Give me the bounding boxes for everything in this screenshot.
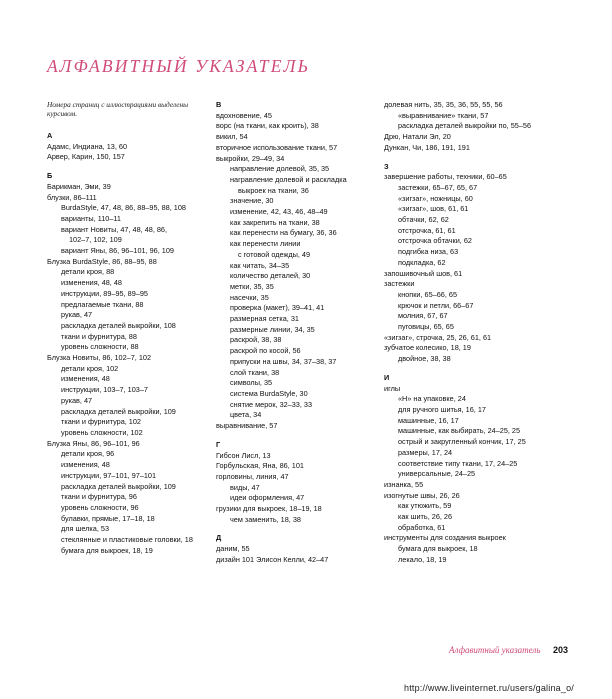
index-entry: значение, 30 (230, 196, 274, 206)
section-gap (384, 154, 564, 162)
index-entry: обработка, 61 (398, 522, 446, 532)
footer-title: Алфавитный указатель (449, 645, 541, 655)
index-entry: припуски на швы, 34, 37–38, 37 (230, 356, 337, 366)
index-entry: двойное, 38, 38 (398, 354, 451, 364)
index-entry: Блузка Яны, 86, 96–101, 96 (47, 438, 140, 448)
index-letter-heading: З (384, 161, 389, 171)
index-entry: выравнивание, 57 (216, 421, 278, 431)
index-entry: детали кроя, 96 (61, 449, 115, 459)
index-entry: викил, 54 (216, 132, 248, 142)
index-entry: вариант Яны, 86, 96–101, 96, 109 (61, 246, 174, 256)
index-entry: подгибка низа, 63 (398, 247, 459, 257)
index-entry: предлагаемые ткани, 88 (61, 299, 144, 309)
index-entry: символы, 35 (230, 378, 273, 388)
index-entry: запошивочный шов, 61 (384, 268, 463, 278)
source-url: http://www.liveinternet.ru/users/galina_o/ (404, 683, 574, 693)
index-entry: вдохновение, 45 (216, 110, 272, 120)
index-column-1 (47, 100, 199, 556)
index-entry: универсальные, 24–25 (398, 469, 476, 479)
index-entry: размерная сетка, 31 (230, 314, 299, 324)
section-gap (384, 365, 564, 373)
index-entry: Адамс, Индиана, 13, 60 (47, 141, 127, 151)
index-entry: виды, 47 (230, 482, 260, 492)
index-entry: детали кроя, 102 (61, 363, 119, 373)
index-entry: уровень сложности, 96 (61, 502, 139, 512)
section-gap (216, 525, 370, 533)
index-entry: чем заменить, 18, 38 (230, 514, 301, 524)
index-entry: Дункан, Чи, 186, 191, 191 (384, 142, 470, 152)
index-entry: изменения, 48 (61, 374, 110, 384)
index-entry: ткани и фурнитура, 88 (61, 331, 137, 341)
index-entry: даним, 55 (216, 544, 250, 554)
index-entry: уровень сложности, 102 (61, 427, 143, 437)
index-entry: награвление долевой и раскладка (230, 174, 347, 184)
index-entry: ткани и фурнитура, 102 (61, 417, 141, 427)
index-entry: Блузка BurdaStyle, 86, 88–95, 88 (47, 256, 157, 266)
index-entry: раскладка деталей выкройки, 108 (61, 320, 176, 330)
index-entry: Барикман, Эми, 39 (47, 181, 111, 191)
index-entry: отстрочка обтачки, 62 (398, 236, 472, 246)
index-entry: завершение работы, техники, 60–65 (384, 172, 507, 182)
index-letter-heading: Д (216, 533, 222, 543)
index-entry: машинные, 16, 17 (398, 415, 459, 425)
index-entry: изнанка, 55 (384, 479, 424, 489)
index-entry: Дрю, Натали Эл, 20 (384, 132, 451, 142)
index-entry: соответствие типу ткани, 17, 24–25 (398, 458, 518, 468)
index-entry: стеклянные и пластиковые головки, 18 (61, 535, 193, 545)
index-entry: количество деталей, 30 (230, 271, 311, 281)
index-entry: Горбульская, Яна, 86, 101 (216, 461, 304, 471)
section-gap (216, 432, 370, 440)
index-column-3 (384, 100, 564, 566)
index-entry: детали кроя, 88 (61, 267, 115, 277)
index-entry: инструкции, 103–7, 103–7 (61, 385, 148, 395)
index-entry: молния, 67, 67 (398, 311, 448, 321)
index-entry: изменения, 48 (61, 460, 110, 470)
index-entry: «выравнивание» ткани, 57 (398, 110, 489, 120)
index-entry: инструменты для создания выкроек (384, 533, 506, 543)
index-entry: раскрой, 38, 38 (230, 335, 282, 345)
index-note: Номера страниц с иллюстрациями выделены курсивом. (47, 100, 189, 118)
index-entry: раскрой по косой, 56 (230, 346, 301, 356)
index-entry: выкройки, 29–49, 34 (216, 153, 285, 163)
index-entry: бумага для выкроек, 18 (398, 544, 478, 554)
index-letter-heading: Б (47, 171, 53, 181)
index-entry: BurdaStyle, 47, 48, 86, 88–95, 88, 108 (61, 203, 186, 213)
index-entry: обтачки, 62, 62 (398, 215, 449, 225)
index-entry: метки, 35, 35 (230, 281, 274, 291)
index-entry: долевая нить, 35, 35, 36, 55, 55, 56 (384, 100, 503, 109)
index-letter-heading: В (216, 100, 222, 109)
index-entry: размеры, 17, 24 (398, 447, 453, 457)
section-gap (47, 163, 199, 171)
index-entry: цвета, 34 (230, 410, 262, 420)
index-letter-heading: И (384, 372, 390, 382)
index-entry: подкладка, 62 (398, 257, 446, 267)
index-entry: лекало, 18, 19 (398, 554, 447, 564)
index-entry: крючок и петли, 66–67 (398, 300, 474, 310)
index-entry: Гибсон Лисл, 13 (216, 450, 271, 460)
index-entry: как утюжить, 59 (398, 501, 452, 511)
index-entry: острый и закругленный кончик, 17, 25 (398, 437, 526, 447)
index-entry: грузики для выкроек, 18–19, 18 (216, 504, 322, 514)
index-entry: «зигзаг», строчка, 25, 26, 61, 61 (384, 332, 492, 342)
index-entry: иглы (384, 383, 401, 393)
index-entry: «Н» на упаковке, 24 (398, 394, 466, 404)
index-entry: ткани и фурнитура, 96 (61, 492, 137, 502)
index-entry: застежки, 65–67, 65, 67 (398, 182, 478, 192)
index-entry: застежки (384, 279, 415, 289)
index-entry: инструкции, 97–101, 97–101 (61, 470, 157, 480)
index-entry: горловины, линия, 47 (216, 471, 289, 481)
index-column-2 (216, 100, 370, 566)
index-entry: идеи оформления, 47 (230, 493, 305, 503)
index-entry: раскладка деталей выкройки по, 55–56 (398, 121, 532, 131)
index-entry: раскладка деталей выкройки, 109 (61, 481, 176, 491)
index-entry: выкроек на ткани, 36 (238, 185, 309, 195)
index-entry: для шелка, 53 (61, 524, 110, 534)
index-entry: изменение, 42, 43, 46, 48–49 (230, 207, 328, 217)
index-entry: рукав, 47 (61, 395, 93, 405)
page-footer (449, 645, 568, 655)
index-entry: «зигзаг», ножницы, 60 (398, 193, 473, 203)
index-entry: слой ткани, 38 (230, 367, 280, 377)
index-entry: с готовой одежды, 49 (238, 249, 311, 259)
index-entry: зубчатое колесико, 18, 19 (384, 343, 471, 353)
index-entry: как закрепить на ткани, 38 (230, 217, 320, 227)
index-entry: система BurdaStyle, 30 (230, 388, 308, 398)
page-number: 203 (552, 645, 568, 655)
index-entry: инструкции, 89–95, 89–95 (61, 288, 148, 298)
page-title: АЛФАВИТНЫЙ УКАЗАТЕЛЬ (47, 56, 311, 76)
index-entry: рукав, 47 (61, 310, 93, 320)
index-entry: «зигзаг», шов, 61, 61 (398, 204, 469, 214)
index-entry: для ручного шитья, 16, 17 (398, 404, 486, 414)
index-entry: пуговицы, 65, 65 (398, 322, 454, 332)
index-entry: вторичное использование ткани, 57 (216, 142, 338, 152)
index-entry: как перенести на бумагу, 36, 36 (230, 228, 337, 238)
index-entry: как читать, 34–35 (230, 260, 290, 270)
index-entry: как перенести линии (230, 239, 301, 249)
index-entry: Блузка Новиты, 86, 102–7, 102 (47, 353, 152, 363)
index-entry: снятие мерок, 32–33, 33 (230, 399, 313, 409)
index-entry: отстрочка, 61, 61 (398, 225, 456, 235)
index-entry: кнопки, 65–66, 65 (398, 289, 458, 299)
index-entry: размерные линии, 34, 35 (230, 324, 315, 334)
index-entry: изменения, 48, 48 (61, 278, 122, 288)
index-entry: 102–7, 102, 109 (69, 235, 122, 245)
index-entry: вариант Новиты, 47, 48, 48, 86, (61, 224, 168, 234)
index-entry: бумага для выкроек, 18, 19 (61, 545, 153, 555)
index-letter-heading: Г (216, 439, 221, 449)
index-entry: дизайн 101 Элисон Келли, 42–47 (216, 554, 329, 564)
index-entry: как шить, 26, 26 (398, 512, 453, 522)
index-entry: насечки, 35 (230, 292, 269, 302)
index-entry: Арвер, Карин, 150, 157 (47, 152, 125, 162)
index-entry: проверка (макет), 39–41, 41 (230, 303, 325, 313)
index-entry: булавки, прямые, 17–18, 18 (61, 513, 155, 523)
index-entry: изогнутые швы, 26, 26 (384, 490, 460, 500)
index-entry: раскладка деталей выкройки, 109 (61, 406, 176, 416)
index-entry: направление долевой, 35, 35 (230, 164, 330, 174)
index-entry: варианты, 110–11 (61, 213, 121, 223)
index-entry: ворс (на ткани, как кроить), 38 (216, 121, 319, 131)
index-entry: машинные, как выбирать, 24–25, 25 (398, 426, 521, 436)
index-letter-heading: А (47, 131, 53, 140)
index-entry: блузки, 86–111 (47, 192, 97, 202)
index-entry: уровень сложности, 88 (61, 342, 139, 352)
